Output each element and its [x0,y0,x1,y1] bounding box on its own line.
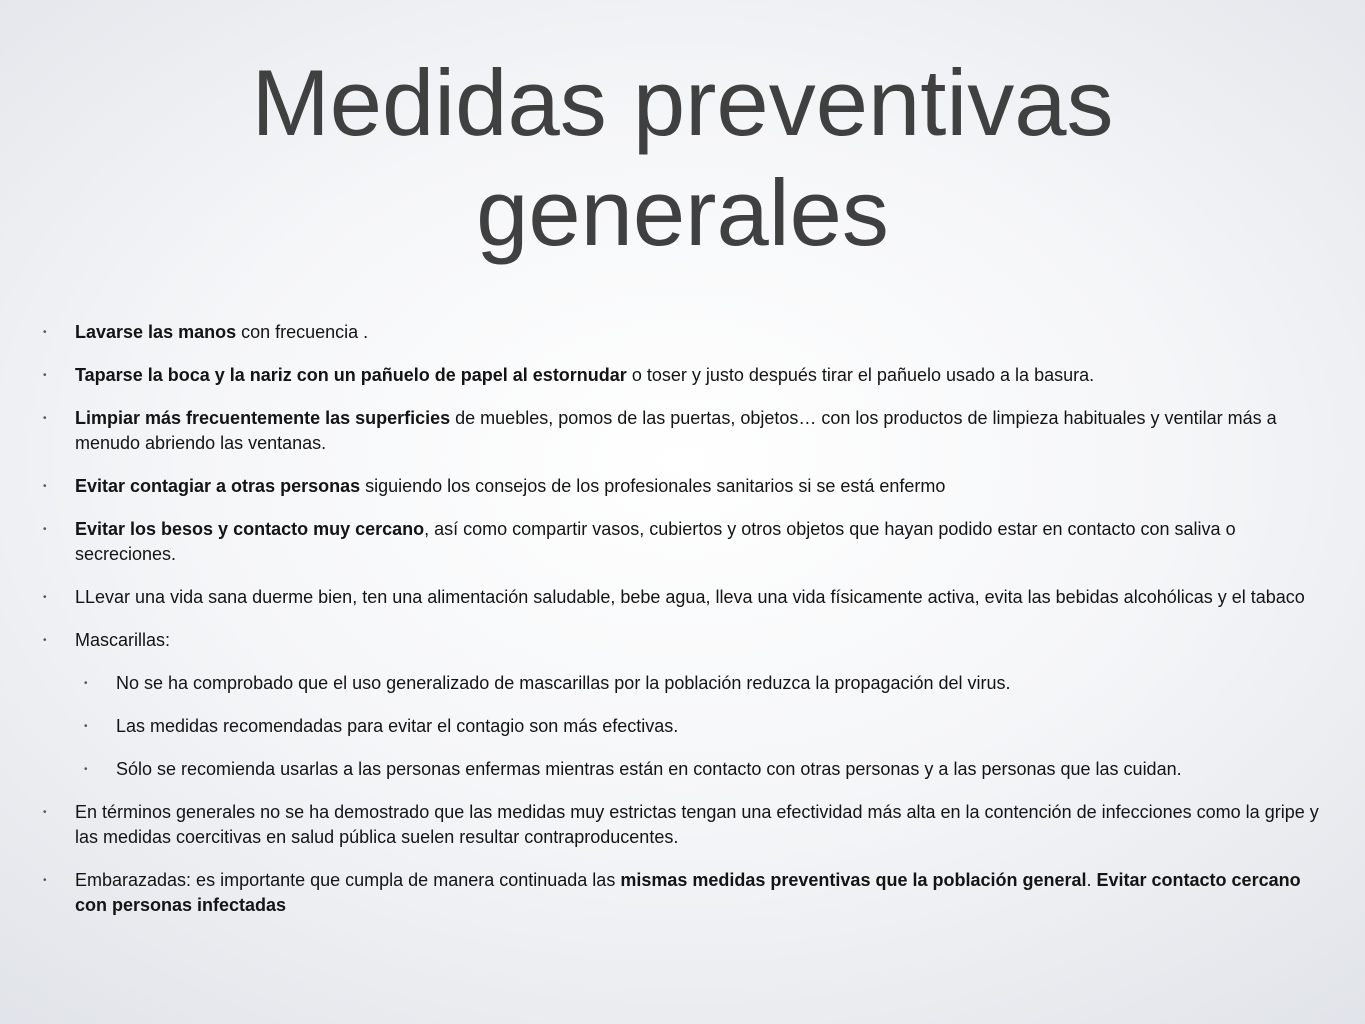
bullet-dot: • [43,327,47,338]
bullet-text: No se ha comprobado que el uso generalizado de mascarillas por la población reduzca la propagación del virus. [116,673,1011,693]
sub-bullet-item [43,757,1333,782]
sub-bullet-item [43,671,1333,696]
bullet-bold: Taparse la boca y la nariz con un pañuelo de papel al estornudar [75,365,627,385]
bullet-text: , así como compartir vasos, cubiertos y otros objetos que hayan podido estar en contacto con saliva o secreciones. [75,519,1236,564]
bullet-text: . [1086,870,1097,890]
bullet-dot: • [84,678,88,689]
title-line-2: generales [476,160,889,265]
bullet-text: En términos generales no se ha demostrado que las medidas muy estrictas tengan una efectividad más alta en la contención de infecciones como la gripe y las medidas coercitivas en salud pública suelen resultar contraproducentes. [75,802,1319,847]
bullet-dot: • [43,592,47,603]
bullet-item [43,800,1333,850]
bullet-text: con frecuencia . [236,322,369,342]
bullet-bold: Lavarse las manos [75,322,237,342]
bullet-dot: • [84,721,88,732]
bullet-text: LLevar una vida sana duerme bien, ten una alimentación saludable, bebe agua, lleva una vida físicamente activa, evita las bebidas alcohólicas y el tabaco [75,587,1305,607]
bullet-dot: • [84,764,88,775]
bullet-list [43,320,1333,918]
bullet-text: siguiendo los consejos de los profesionales sanitarios si se está enfermo [360,476,946,496]
bullet-text: Sólo se recomienda usarlas a las personas enfermas mientras están en contacto con otras personas y a las personas que las cuidan. [116,759,1182,779]
bullet-dot: • [43,635,47,646]
bullet-item [43,585,1333,610]
bullet-bold: mismas medidas preventivas que la población general [620,870,1087,890]
bullet-bold: Evitar los besos y contacto muy cercano [75,519,425,539]
title-line-1: Medidas preventivas [251,50,1114,155]
bullet-item [43,474,1333,499]
bullet-dot: • [43,875,47,886]
bullet-text: o toser y justo después tirar el pañuelo usado a la basura. [626,365,1095,385]
bullet-bold: Evitar contagiar a otras personas [75,476,361,496]
bullet-bold: Evitar contacto cercano con personas infectadas [75,870,1301,915]
sub-bullet-item [43,714,1333,739]
bullet-dot: • [43,481,47,492]
bullet-text: de muebles, pomos de las puertas, objetos… con los productos de limpieza habituales y ventilar más a menudo abriendo las ventanas. [75,408,1277,453]
bullet-item [43,406,1333,456]
slide-title [0,48,1365,268]
bullet-item [43,320,1333,345]
bullet-dot: • [43,413,47,424]
bullet-dot: • [43,370,47,381]
bullet-dot: • [43,524,47,535]
bullet-item [43,363,1333,388]
bullet-item [43,517,1333,567]
bullet-text: Las medidas recomendadas para evitar el contagio son más efectivas. [116,716,679,736]
bullet-text: Mascarillas: [75,630,171,650]
bullet-item [43,628,1333,653]
bullet-item [43,868,1333,918]
bullet-bold: Limpiar más frecuentemente las superficies [75,408,451,428]
bullet-dot: • [43,807,47,818]
bullet-text: Embarazadas: es importante que cumpla de manera continuada las [75,870,621,890]
